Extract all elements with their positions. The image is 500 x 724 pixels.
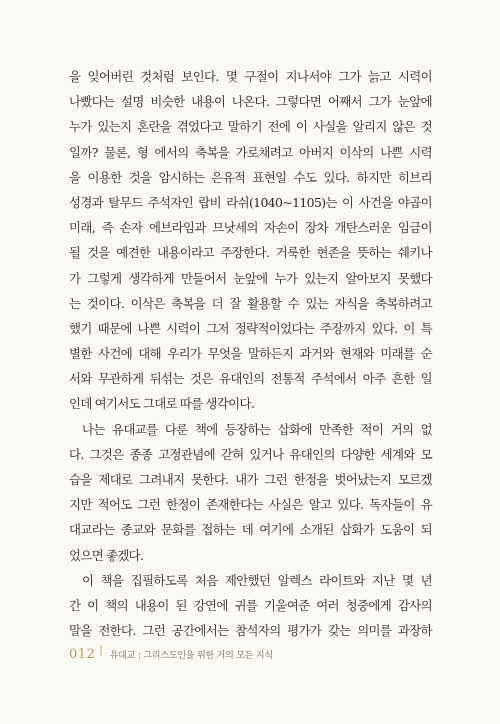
page-footer	[69, 647, 273, 669]
text-line: 별한 사건에 대해 우리가 무엇을 말하든지 과거와 현재와 미래를 순	[69, 346, 432, 362]
text-line: 을 잊어버린 것처럼 보인다. 몇 구절이 지나서야 그가 늙고 시력이	[69, 69, 432, 84]
text-line: 누가 있는지 혼란을 겪었다고 말하기 전에 이 사실을 알리지 않은 것	[69, 119, 432, 135]
footer-separator: |	[99, 645, 103, 656]
text-line: 가 그렇게 생각하게 만들어서 눈앞에 누가 있는지 알아보지 못했다	[69, 270, 432, 286]
page-number: 012	[69, 647, 96, 662]
text-line: 을 이용한 것을 암시하는 은유적 표현일 수도 있다. 하지만 히브리	[69, 169, 432, 185]
running-title: 유대교 : 그리스도인을 위한 거의 모든 지식	[109, 651, 273, 661]
text-line: 는 것이다. 이삭은 축복을 더 잘 활용할 수 있는 자식을 축복하려고	[69, 295, 432, 311]
text-line: 나빴다는 설명 비슷한 내용이 나온다. 그렇다면 어째서 그가 눈앞에	[69, 94, 432, 110]
text-line: 대교라는 종교와 문화를 접하는 데 여기에 소개된 삽화가 도움이 되	[69, 522, 432, 538]
text-line: 일까? 물론, 형 에서의 축복을 가로채려고 아버지 이삭의 나쁜 시력	[69, 144, 432, 160]
body-text	[69, 64, 432, 643]
text-line: 간 이 책의 내용이 된 강연에 귀를 기울여준 여러 청중에게 감사의	[69, 597, 432, 613]
text-line: 인데 여기서도 그대로 따를 생각이다.	[69, 396, 255, 412]
paragraph-start-line: 이 책을 집필하도록 처음 제안했던 알렉스 라이트와 지난 몇 년	[82, 572, 432, 588]
text-line: 말을 전한다. 그런 공간에서는 참석자의 평가가 갖는 의미를 과장하	[69, 623, 432, 639]
text-line: 미래, 즉 손자 에브라임과 므낫세의 자손이 장차 개탄스러운 임금이	[69, 220, 432, 236]
text-line: 다. 그것은 종종 고정관념에 갇혀 있거나 유대인의 다양한 세계와 모	[69, 446, 432, 462]
text-line: 될 것을 예견한 내용이라고 주장한다. 거룩한 현존을 뜻하는 쉐키나	[69, 245, 432, 261]
text-line: 했기 때문에 나쁜 시력이 그저 정략적이었다는 주장까지 있다. 이 특	[69, 320, 432, 336]
text-line: 성경과 탈무드 주석자인 랍비 라쉬(1040~1105)는 이 사건을 야곱이	[69, 194, 432, 210]
text-line: 습을 제대로 그려내지 못한다. 내가 그런 한정을 벗어났는지 모르겠	[69, 472, 432, 487]
paragraph-start-line: 나는 유대교를 다룬 책에 등장하는 삽화에 만족한 적이 거의 없	[82, 421, 432, 437]
text-line: 었으면 좋겠다.	[69, 547, 144, 563]
text-line: 서와 무관하게 뒤섞는 것은 유대인의 전통적 주석에서 아주 흔한 일	[69, 371, 432, 387]
text-line: 지만 적어도 그런 한정이 존재한다는 사실은 알고 있다. 독자들이 유	[69, 497, 432, 513]
